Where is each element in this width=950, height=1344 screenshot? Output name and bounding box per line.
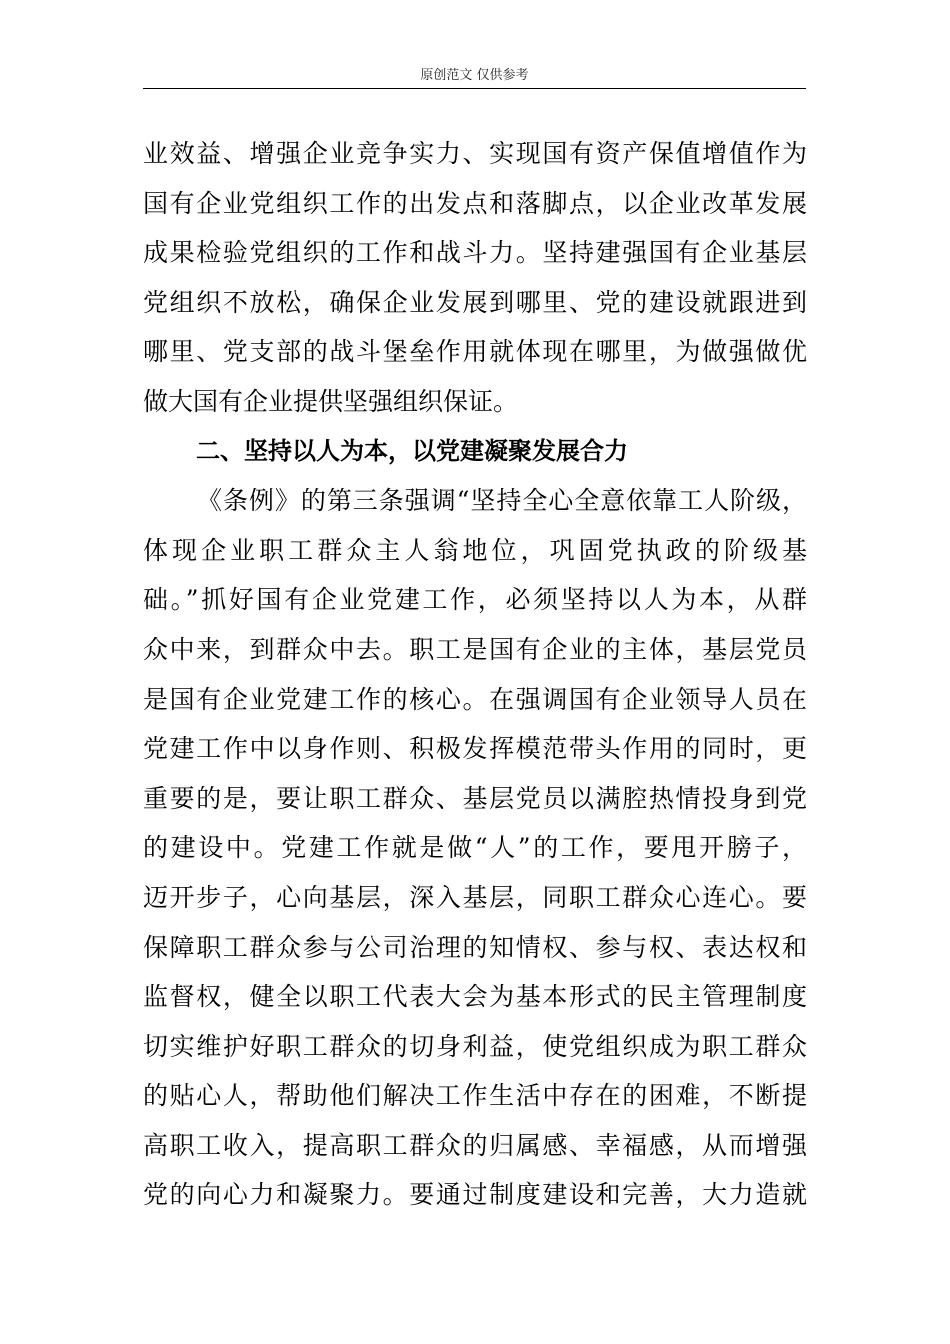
page-header	[143, 66, 806, 89]
body-line: 是国有企业党建工作的核心。在强调国有企业领导人员在	[143, 684, 807, 714]
body-line: 成果检验党组织的工作和战斗力。坚持建强国有企业基层	[143, 238, 807, 268]
section-heading: 二、坚持以人为本，以党建凝聚发展合力	[196, 436, 628, 465]
body-line: 党组织不放松，确保企业发展到哪里、党的建设就跟进到	[143, 287, 807, 317]
body-line: 础。”抓好国有企业党建工作，必须坚持以人为本，从群	[143, 585, 807, 615]
body-line: 监督权，健全以职工代表大会为基本形式的民主管理制度	[143, 982, 807, 1012]
header-text: 原创范文 仅供参考	[420, 68, 529, 83]
body-line: 做大国有企业提供坚强组织保证。	[143, 386, 519, 416]
body-line: 的贴心人，帮助他们解决工作生活中存在的困难，不断提	[143, 1081, 807, 1111]
body-line: 的建设中。党建工作就是做“人”的工作，要甩开膀子，	[143, 833, 807, 863]
body-line: 重要的是，要让职工群众、基层党员以满腔热情投身到党	[143, 783, 807, 813]
body-text	[143, 129, 807, 1220]
body-line: 保障职工群众参与公司治理的知情权、参与权、表达权和	[143, 932, 807, 962]
body-line: 高职工收入，提高职工群众的归属感、幸福感，从而增强	[143, 1130, 807, 1160]
body-line: 业效益、增强企业竞争实力、实现国有资产保值增值作为	[143, 139, 807, 168]
body-line: 党建工作中以身作则、积极发挥模范带头作用的同时，更	[143, 734, 807, 764]
body-line: 哪里、党支部的战斗堡垒作用就体现在哪里，为做强做优	[143, 337, 807, 367]
body-line: 迈开步子，心向基层，深入基层，同职工群众心连心。要	[143, 882, 807, 912]
body-line: 众中来，到群众中去。职工是国有企业的主体，基层党员	[143, 634, 807, 664]
body-line: 《条例》的第三条强调“坚持全心全意依靠工人阶级，	[197, 486, 807, 516]
body-line: 党的向心力和凝聚力。要通过制度建设和完善，大力造就	[143, 1180, 807, 1210]
body-line: 切实维护好职工群众的切身利益，使党组织成为职工群众	[143, 1031, 807, 1061]
body-line: 国有企业党组织工作的出发点和落脚点，以企业改革发展	[143, 188, 807, 218]
body-line: 体现企业职工群众主人翁地位，巩固党执政的阶级基	[143, 535, 807, 565]
